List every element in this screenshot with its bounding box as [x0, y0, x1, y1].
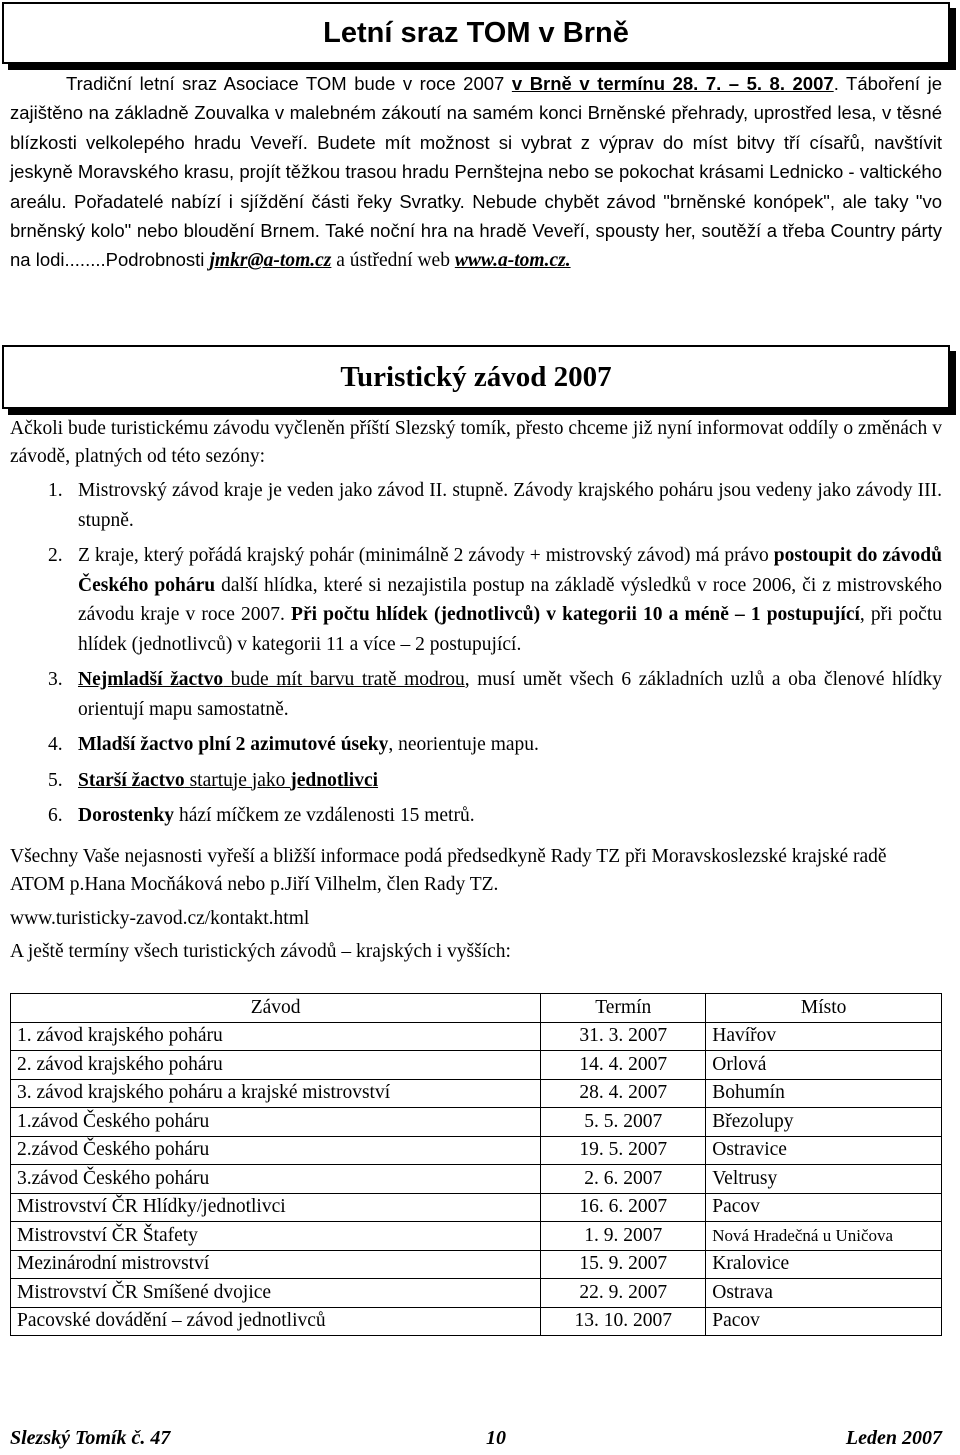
- section2-intro: Ačkoli bude turistickému závodu vyčleněn příští Slezský tomík, přesto chceme již nyní informovat oddíly o změnách v závodě, platných od této sezóny:: [10, 418, 942, 468]
- text-underline: startuje jako: [184, 769, 291, 791]
- list-number: 4.: [48, 734, 63, 755]
- table-cell-race: 2. závod krajského poháru: [11, 1051, 541, 1080]
- table-row: [11, 1307, 942, 1336]
- table-cell-place: Pacov: [706, 1307, 942, 1336]
- table-cell-race: 3. závod krajského poháru a krajské mistrovství: [11, 1079, 541, 1108]
- table-cell-date: 13. 10. 2007: [541, 1307, 706, 1336]
- page-number: 10: [486, 1427, 506, 1449]
- table-cell-date: 28. 4. 2007: [541, 1079, 706, 1108]
- table-cell-race: Pacovské dovádění – závod jednotlivců: [11, 1307, 541, 1336]
- list-number: 2.: [48, 545, 63, 566]
- table-row: [11, 1250, 942, 1279]
- table-row: [11, 1051, 942, 1080]
- table-row: [11, 1165, 942, 1194]
- table-cell-place: Pacov: [706, 1193, 942, 1222]
- section2-title: Turistický závod 2007: [340, 360, 612, 393]
- table-cell-date: 14. 4. 2007: [541, 1051, 706, 1080]
- rules-list: [10, 476, 942, 831]
- contact-link[interactable]: www.turisticky-zavod.cz/kontakt.html: [10, 908, 310, 929]
- web-link[interactable]: www.a-tom.cz.: [454, 250, 571, 272]
- table-header: Místo: [706, 994, 942, 1023]
- text-bold: Při počtu hlídek (jednotlivců) v kategorii 10 a méně – 1 postupující: [291, 604, 860, 625]
- table-cell-date: 15. 9. 2007: [541, 1250, 706, 1279]
- table-row: [11, 1279, 942, 1308]
- table-row: [11, 1079, 942, 1108]
- races-table: [10, 993, 942, 1336]
- list-item: [10, 766, 942, 796]
- list-item: [10, 541, 942, 659]
- text-bold-underline: Nejmladší žactvo: [78, 669, 224, 690]
- table-cell-place: Kralovice: [706, 1250, 942, 1279]
- table-cell-date: 2. 6. 2007: [541, 1165, 706, 1194]
- text-bold-underline: jednotlivci: [290, 769, 379, 791]
- table-row: [11, 1193, 942, 1222]
- text: , musí umět všech 6 základních uzlů a oba členové hlídky orientují mapu samostatně.: [78, 669, 942, 720]
- text: hází míčkem ze vzdálenosti 15 metrů.: [174, 805, 475, 826]
- table-row: [11, 1222, 942, 1251]
- text: a ústřední web: [331, 250, 455, 272]
- table-cell-place: Veltrusy: [706, 1165, 942, 1194]
- list-number: 3.: [48, 669, 63, 690]
- table-cell-race: Mistrovství ČR Hlídky/jednotlivci: [11, 1193, 541, 1222]
- table-cell-race: Mistrovství ČR Smíšené dvojice: [11, 1279, 541, 1308]
- footer-date: Leden 2007: [845, 1427, 942, 1449]
- table-cell-place: Orlová: [706, 1051, 942, 1080]
- text: , neorientuje mapu.: [388, 734, 539, 755]
- section1-title-box: [2, 2, 950, 64]
- table-cell-race: 1.závod Českého poháru: [11, 1108, 541, 1137]
- list-item: [10, 801, 942, 831]
- list-number: 5.: [48, 769, 63, 791]
- text: . Táboření je zajištěno na základně Zouvalka v malebném zákoutí na samém konci Brněnské přehrady, uprostřed lesa, v těsné blízkosti velkolepého hradu Veveří.: [10, 73, 943, 153]
- table-cell-race: 3.závod Českého poháru: [11, 1165, 541, 1194]
- table-header: Závod: [11, 994, 541, 1023]
- text: Z kraje, který pořádá krajský pohár (minimálně 2 závody + mistrovský závod) má právo: [78, 545, 774, 566]
- table-cell-date: 1. 9. 2007: [541, 1222, 706, 1251]
- text-bold: Mladší žactvo plní 2 azimutové úseky: [78, 734, 389, 755]
- text: Nebude chybět závod "brněnské konópek", ale taky "vo brněnský kolo" nebo bloudění Brnem. Také noční hra na hradě Veveří, spousty her, soutěží a třeba Country párty na lodi........Podrobnosti: [10, 190, 942, 271]
- list-item: [10, 476, 942, 535]
- page-footer: [10, 1427, 942, 1455]
- section2-title-box: [2, 345, 950, 409]
- text: další hlídka, které si nezajistila postup na základě výsledků v roce 2006, či z mistrovského závodu kraje v roce 2007.: [78, 574, 942, 625]
- text: , při počtu hlídek (jednotlivců) v kategorii 11 a více – 2 postupující.: [78, 604, 942, 655]
- table-cell-date: 5. 5. 2007: [541, 1108, 706, 1137]
- text: Mistrovský závod kraje je veden jako závod II. stupně. Závody krajského poháru jsou vedeny jako závody III. stupně.: [78, 480, 942, 531]
- table-cell-date: 22. 9. 2007: [541, 1279, 706, 1308]
- email-link[interactable]: jmkr@a-tom.cz: [209, 250, 332, 272]
- text-bold-underline: Starší žactvo: [78, 769, 185, 791]
- table-row: [11, 1108, 942, 1137]
- table-cell-place: Nová Hradečná u Uničova: [706, 1222, 942, 1251]
- section1-title: Letní sraz TOM v Brně: [323, 16, 629, 49]
- text-bold: postoupit do závodů Českého poháru: [78, 545, 942, 596]
- text-bold: Dorostenky: [78, 805, 175, 826]
- table-header: Termín: [541, 994, 706, 1023]
- table-cell-race: 2.závod Českého poháru: [11, 1136, 541, 1165]
- table-cell-race: 1. závod krajského poháru: [11, 1022, 541, 1051]
- list-number: 1.: [48, 480, 63, 501]
- table-row: [11, 1022, 942, 1051]
- event-dates: v Brně v termínu 28. 7. – 5. 8. 2007: [511, 73, 834, 94]
- table-cell-place: Ostrava: [706, 1279, 942, 1308]
- list-item: [10, 730, 942, 760]
- table-cell-date: 19. 5. 2007: [541, 1136, 706, 1165]
- table-cell-place: Havířov: [706, 1022, 942, 1051]
- table-cell-date: 31. 3. 2007: [541, 1022, 706, 1051]
- text: Tradiční letní sraz Asociace TOM bude v roce 2007: [66, 73, 512, 94]
- text-underline: bude mít barvu tratě modrou: [223, 669, 465, 690]
- list-number: 6.: [48, 805, 63, 826]
- info-paragraph: Všechny Vaše nejasnosti vyřeší a bližší informace podá předsedkyně Rady TZ při Moravskoslezské krajské radě ATOM p.Hana Mocňáková nebo p.Jiří Vilhelm, člen Rady TZ.: [10, 846, 887, 896]
- table-row: [11, 1136, 942, 1165]
- table-cell-race: Mezinárodní mistrovství: [11, 1250, 541, 1279]
- text: Budete mít možnost si vybrat z výprav do míst bitvy tří císařů, navštívit jeskyně Moravského krasu, projít těžkou trasou hradu Pernštejna nebo se pokochat krásami Lednicko - valtického areálu. Pořadatelé nabízí i sjíždění části řeky Svratky.: [10, 131, 942, 212]
- table-header-row: [11, 994, 942, 1023]
- table-intro: A ještě termíny všech turistických závodů – krajských i vyšších:: [10, 941, 511, 962]
- section1-paragraph: [10, 70, 942, 276]
- table-cell-place: Březolupy: [706, 1108, 942, 1137]
- table-cell-race: Mistrovství ČR Štafety: [11, 1222, 541, 1251]
- table-cell-date: 16. 6. 2007: [541, 1193, 706, 1222]
- table-cell-place: Ostravice: [706, 1136, 942, 1165]
- list-item: [10, 665, 942, 724]
- footer-publication: Slezský Tomík č. 47: [10, 1427, 171, 1449]
- table-cell-place: Bohumín: [706, 1079, 942, 1108]
